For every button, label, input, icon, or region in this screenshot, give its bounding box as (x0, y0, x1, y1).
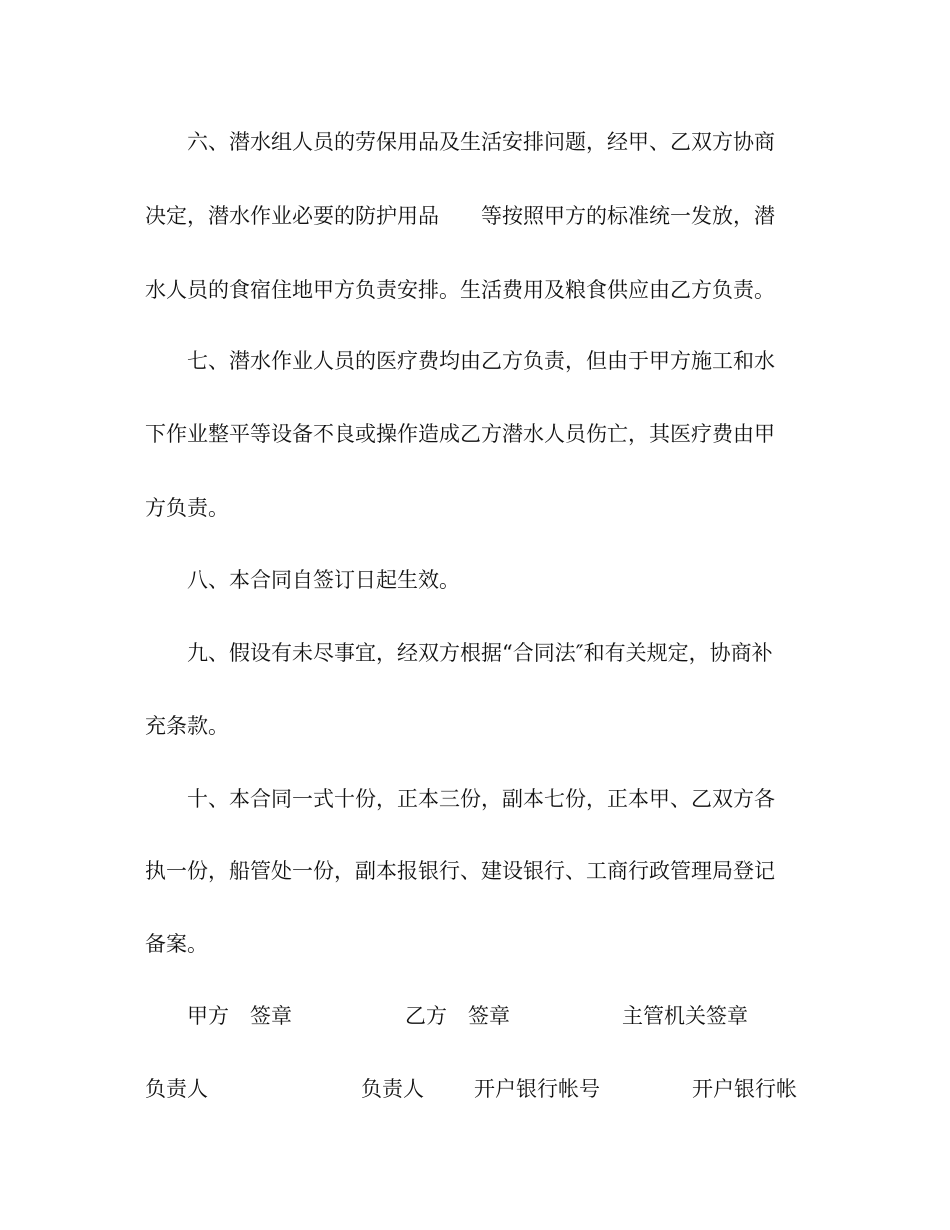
clause-6-line-2: 决定，潜水作业必要的防护用品 等按照甲方的标准统一发放，潜 (145, 204, 775, 228)
party-a-signature-label: 甲方 签章 (187, 1004, 292, 1028)
clause-7-line-1: 七、潜水作业人员的医疗费均由乙方负责，但由于甲方施工和水 (187, 349, 775, 373)
clause-8-line-1: 八、本合同自签订日起生效。 (187, 568, 460, 592)
clause-10-line-3: 备案。 (145, 932, 208, 956)
party-a-person-in-charge: 负责人 (145, 1077, 208, 1101)
clause-10-line-2: 执一份，船管处一份，副本报银行、建设银行、工商行政管理局登记 (145, 859, 775, 883)
clause-10-line-1: 十、本合同一式十份，正本三份，副本七份，正本甲、乙双方各 (187, 787, 775, 811)
authority-signature-label: 主管机关签章 (622, 1004, 748, 1028)
clause-9-line-1: 九、假设有未尽事宜，经双方根据“合同法″和有关规定，协商补 (187, 641, 773, 665)
clause-9-line-2: 充条款。 (145, 714, 229, 738)
party-b-person-in-charge: 负责人 (361, 1077, 424, 1101)
party-a-bank-account: 开户银行帐号 (474, 1077, 600, 1101)
clause-6-line-1: 六、潜水组人员的劳保用品及生活安排问题，经甲、乙双方协商 (187, 130, 775, 154)
party-b-bank-account: 开户银行帐 (692, 1077, 797, 1101)
party-b-signature-label: 乙方 签章 (405, 1004, 510, 1028)
clause-7-line-3: 方负责。 (145, 496, 229, 520)
clause-6-line-3: 水人员的食宿住地甲方负责安排。生活费用及粮食供应由乙方负责。 (145, 278, 775, 302)
clause-7-line-2: 下作业整平等设备不良或操作造成乙方潜水人员伤亡，其医疗费由甲 (145, 422, 775, 446)
